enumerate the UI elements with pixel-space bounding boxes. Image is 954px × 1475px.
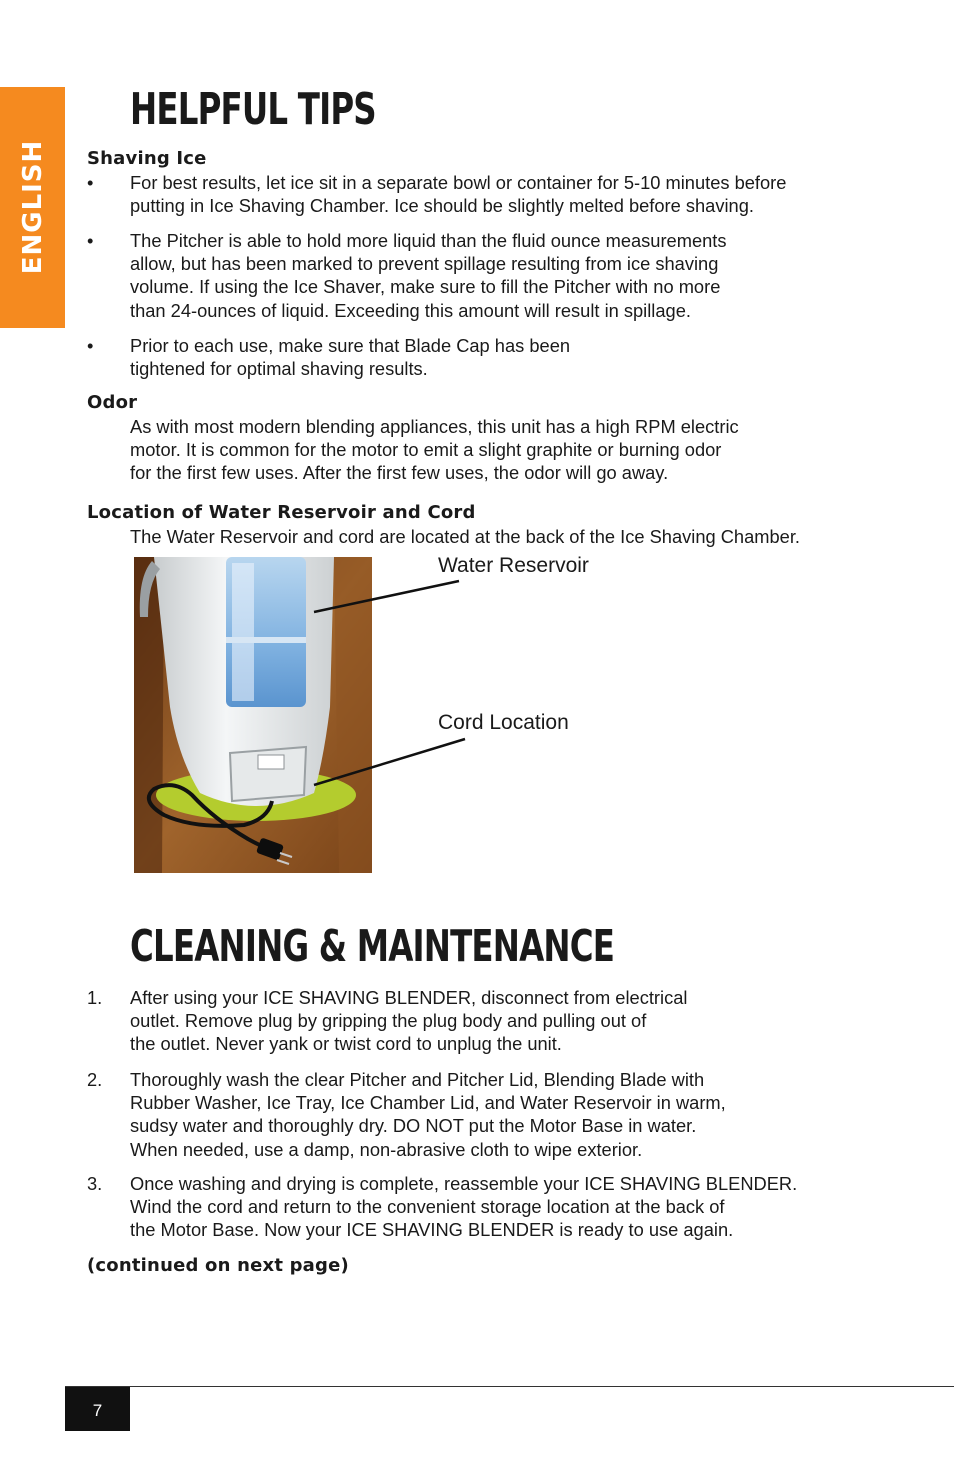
tip-item-3: Prior to each use, make sure that Blade Cap has been tightened for optimal shaving results. — [130, 335, 571, 380]
water-reservoir-label: Water Reservoir — [438, 554, 589, 577]
step-number: 1. — [87, 987, 103, 1008]
bullet-marker: • — [87, 335, 94, 356]
continued-note: (continued on next page) — [87, 1255, 349, 1276]
step-number: 2. — [87, 1069, 103, 1090]
helpful-tips-title: HELPFUL TIPS — [130, 84, 376, 135]
step-number: 3. — [87, 1173, 103, 1194]
odor-heading: Odor — [87, 392, 138, 413]
tip-item-2: The Pitcher is able to hold more liquid than the fluid ounce measurements allow, but has been marked to prevent spillage resulting from ice shaving volume. If using the Ice Shaver, make sure to fill the Pitcher with no more than 24-ounces of liquid. Exceeding this amount will result in spillage. — [130, 230, 727, 321]
product-photo — [134, 557, 372, 873]
bullet-marker: • — [87, 230, 94, 251]
shaving-ice-heading: Shaving Ice — [87, 148, 207, 169]
tip-item-1: For best results, let ice sit in a separate bowl or container for 5-10 minutes before putting in Ice Shaving Chamber. Ice should be slightly melted before shaving. — [130, 172, 787, 217]
step-2: Thoroughly wash the clear Pitcher and Pitcher Lid, Blending Blade with Rubber Washer, Ice Tray, Ice Chamber Lid, and Water Reservoir in warm, sudsy water and thoroughly dry. DO NOT put the Motor Base in water. When needed, use a damp, non-abrasive cloth to wipe exterior. — [130, 1069, 726, 1160]
step-3: Once washing and drying is complete, reassemble your ICE SHAVING BLENDER. Wind the cord and return to the convenient storage location at the back of the Motor Base. Now your ICE SHAVING BLENDER is ready to use again. — [130, 1173, 798, 1241]
odor-paragraph: As with most modern blending appliances, this unit has a high RPM electric motor. It is common for the motor to emit a slight graphite or burning odor for the first few uses. After the first few uses, the odor will go away. — [130, 416, 739, 484]
location-heading: Location of Water Reservoir and Cord — [87, 502, 476, 523]
footer-rule — [65, 1386, 954, 1387]
bullet-marker: • — [87, 172, 94, 193]
cord-location-label: Cord Location — [438, 711, 569, 734]
cleaning-maintenance-title: CLEANING & MAINTENANCE — [130, 921, 615, 972]
language-tab-label: ENGLISH — [18, 139, 48, 275]
page-number: 7 — [65, 1387, 130, 1431]
step-1: After using your ICE SHAVING BLENDER, disconnect from electrical outlet. Remove plug by gripping the plug body and pulling out of the outlet. Never yank or twist cord to unplug the unit. — [130, 987, 688, 1055]
location-paragraph: The Water Reservoir and cord are located at the back of the Ice Shaving Chamber. — [130, 526, 800, 547]
